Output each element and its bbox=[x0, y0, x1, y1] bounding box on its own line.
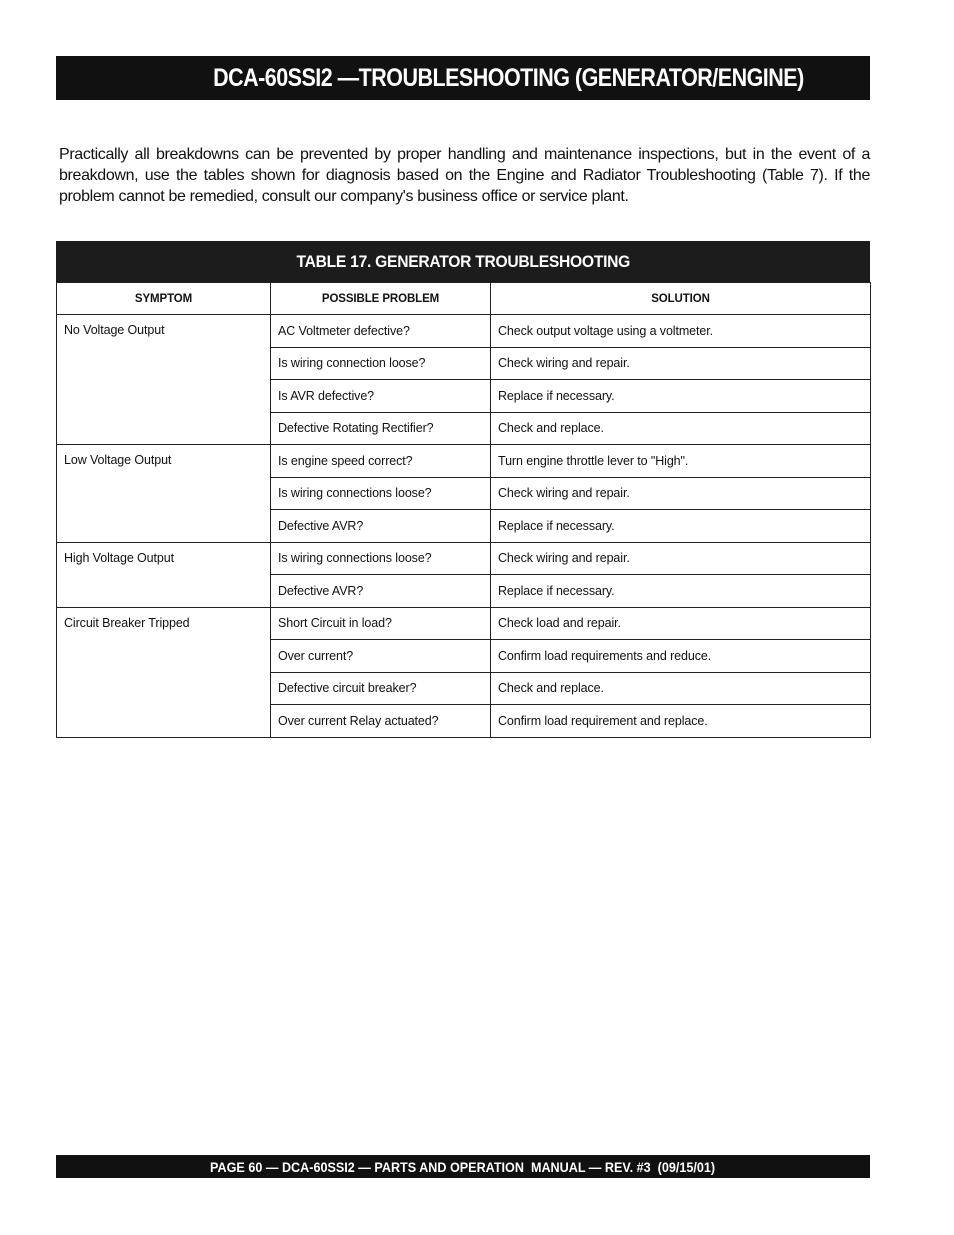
column-header-solution: SOLUTION bbox=[491, 283, 871, 315]
solution-cell: Check wiring and repair. bbox=[491, 477, 871, 510]
symptom-cell: Circuit Breaker Tripped bbox=[57, 607, 271, 737]
table-title: TABLE 17. GENERATOR TROUBLESHOOTING bbox=[296, 251, 630, 271]
table-header-row bbox=[57, 283, 871, 315]
possible-problem-cell: Is AVR defective? bbox=[271, 380, 491, 413]
troubleshooting-table bbox=[56, 282, 871, 738]
possible-problem-cell: Defective circuit breaker? bbox=[271, 672, 491, 705]
possible-problem-cell: Is wiring connections loose? bbox=[271, 542, 491, 575]
column-header-symptom: SYMPTOM bbox=[57, 283, 271, 315]
solution-cell: Confirm load requirement and replace. bbox=[491, 705, 871, 738]
solution-cell: Replace if necessary. bbox=[491, 575, 871, 608]
troubleshooting-table-container bbox=[56, 241, 870, 738]
solution-cell: Replace if necessary. bbox=[491, 380, 871, 413]
page-footer: PAGE 60 — DCA-60SSI2 — PARTS AND OPERATION MANUAL — REV. #3 (09/15/01) bbox=[210, 1158, 716, 1175]
table-row bbox=[57, 445, 871, 478]
possible-problem-cell: Defective Rotating Rectifier? bbox=[271, 412, 491, 445]
possible-problem-cell: Defective AVR? bbox=[271, 575, 491, 608]
solution-cell: Check and replace. bbox=[491, 672, 871, 705]
possible-problem-cell: Over current Relay actuated? bbox=[271, 705, 491, 738]
symptom-cell: No Voltage Output bbox=[57, 315, 271, 445]
page-footer-bar bbox=[56, 1155, 870, 1178]
page-title: DCA-60SSI2 —TROUBLESHOOTING (GENERATOR/ENGINE) bbox=[212, 63, 804, 92]
column-header-possible-problem: POSSIBLE PROBLEM bbox=[271, 283, 491, 315]
symptom-cell: High Voltage Output bbox=[57, 542, 271, 607]
solution-cell: Check and replace. bbox=[491, 412, 871, 445]
table-body bbox=[57, 315, 871, 738]
intro-paragraph: Practically all breakdowns can be prevented by proper handling and maintenance inspections, but in the event of a breakdown, use the tables shown for diagnosis based on the Engine and Radiator Troubleshooting (Table 7). If the problem cannot be remedied, consult our company's business office or service plant. bbox=[59, 146, 870, 205]
solution-cell: Replace if necessary. bbox=[491, 510, 871, 543]
possible-problem-cell: Short Circuit in load? bbox=[271, 607, 491, 640]
solution-cell: Check wiring and repair. bbox=[491, 347, 871, 380]
table-row bbox=[57, 315, 871, 348]
solution-cell: Check output voltage using a voltmeter. bbox=[491, 315, 871, 348]
solution-cell: Check load and repair. bbox=[491, 607, 871, 640]
page-title-bar bbox=[56, 56, 870, 100]
possible-problem-cell: Defective AVR? bbox=[271, 510, 491, 543]
solution-cell: Confirm load requirements and reduce. bbox=[491, 640, 871, 673]
solution-cell: Check wiring and repair. bbox=[491, 542, 871, 575]
possible-problem-cell: Over current? bbox=[271, 640, 491, 673]
table-title-bar bbox=[56, 241, 870, 282]
table-row bbox=[57, 542, 871, 575]
table-row bbox=[57, 607, 871, 640]
possible-problem-cell: Is wiring connections loose? bbox=[271, 477, 491, 510]
solution-cell: Turn engine throttle lever to "High". bbox=[491, 445, 871, 478]
symptom-cell: Low Voltage Output bbox=[57, 445, 271, 543]
possible-problem-cell: Is wiring connection loose? bbox=[271, 347, 491, 380]
possible-problem-cell: AC Voltmeter defective? bbox=[271, 315, 491, 348]
possible-problem-cell: Is engine speed correct? bbox=[271, 445, 491, 478]
